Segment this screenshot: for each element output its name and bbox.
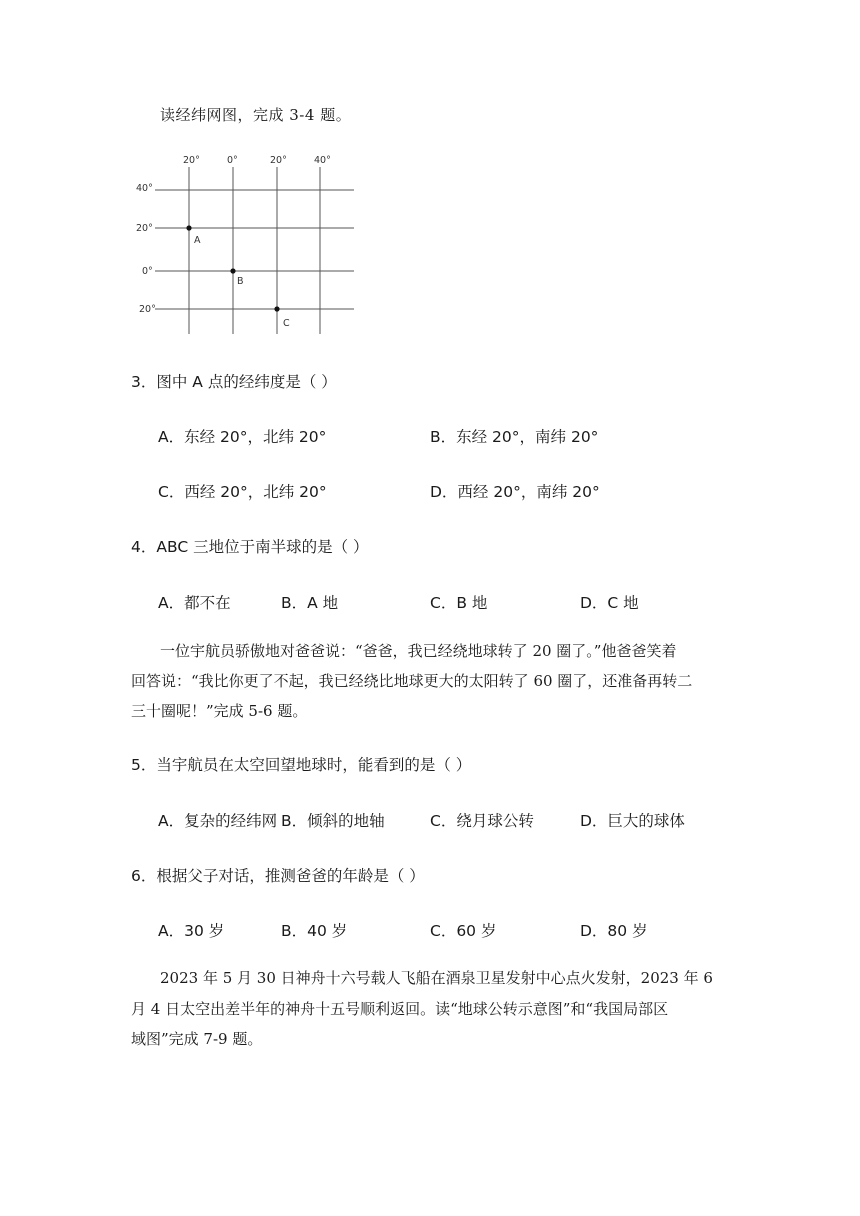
question-3-option-c: C．西经 20°，北纬 20° xyxy=(158,483,327,501)
top-label-4: 40° xyxy=(314,155,331,166)
question-5-option-a: A．复杂的经纬网 xyxy=(158,812,278,830)
question-6-option-b: B．40 岁 xyxy=(281,922,348,940)
point-b-label: B xyxy=(237,276,244,287)
question-5-option-b: B．倾斜的地轴 xyxy=(281,812,385,830)
top-label-3: 20° xyxy=(270,155,287,166)
question-4-option-b: B．A 地 xyxy=(281,594,339,612)
question-3-option-d: D．西经 20°，南纬 20° xyxy=(430,483,600,501)
top-label-1: 20° xyxy=(183,155,200,166)
point-a-marker xyxy=(186,225,191,230)
question-6-option-a: A．30 岁 xyxy=(158,922,225,940)
left-label-1: 40° xyxy=(136,183,153,194)
point-c-label: C xyxy=(283,318,290,329)
passage-5-6-line-3: 三十圈呢！”完成 5-6 题。 xyxy=(131,702,308,720)
grid-lines xyxy=(155,167,354,334)
left-label-2: 20° xyxy=(136,223,153,234)
passage-7-9-line-3: 域图”完成 7-9 题。 xyxy=(131,1030,263,1048)
question-6-option-d: D．80 岁 xyxy=(580,922,648,940)
passage-5-6-line-2: 回答说：“我比你更了不起，我已经绕比地球更大的太阳转了 60 圈了，还准备再转二 xyxy=(131,672,693,690)
question-6-option-c: C．60 岁 xyxy=(430,922,497,940)
left-label-3: 0° xyxy=(142,266,153,277)
question-3-option-a: A．东经 20°，北纬 20° xyxy=(158,428,327,446)
passage-7-9-line-2: 月 4 日太空出差半年的神舟十五号顺利返回。读“地球公转示意图”和“我国局部区 xyxy=(131,1000,669,1018)
question-6-stem: 6．根据父子对话，推测爸爸的年龄是（ ） xyxy=(131,867,425,885)
passage-7-9-line-1: 2023 年 5 月 30 日神舟十六号载人飞船在酒泉卫星发射中心点火发射，2023 年 6 xyxy=(160,969,713,987)
question-3-stem: 3．图中 A 点的经纬度是（ ） xyxy=(131,373,337,391)
question-5-stem: 5．当宇航员在太空回望地球时，能看到的是（ ） xyxy=(131,756,472,774)
question-4-option-c: C．B 地 xyxy=(430,594,488,612)
top-label-2: 0° xyxy=(227,155,238,166)
point-a-label: A xyxy=(194,235,201,246)
question-5-option-d: D．巨大的球体 xyxy=(580,812,685,830)
lat-long-grid-figure xyxy=(130,150,370,340)
passage-5-6-line-1: 一位宇航员骄傲地对爸爸说：“爸爸，我已经绕地球转了 20 圈了。”他爸爸笑着 xyxy=(160,642,677,660)
left-label-4: 20° xyxy=(139,304,156,315)
question-5-option-c: C．绕月球公转 xyxy=(430,812,534,830)
question-4-stem: 4．ABC 三地位于南半球的是（ ） xyxy=(131,538,369,556)
question-4-option-d: D．C 地 xyxy=(580,594,639,612)
question-3-option-b: B．东经 20°，南纬 20° xyxy=(430,428,599,446)
question-4-option-a: A．都不在 xyxy=(158,594,231,612)
intro-text-3-4: 读经纬网图，完成 3-4 题。 xyxy=(160,106,352,124)
point-c-marker xyxy=(274,306,279,311)
point-b-marker xyxy=(230,268,235,273)
